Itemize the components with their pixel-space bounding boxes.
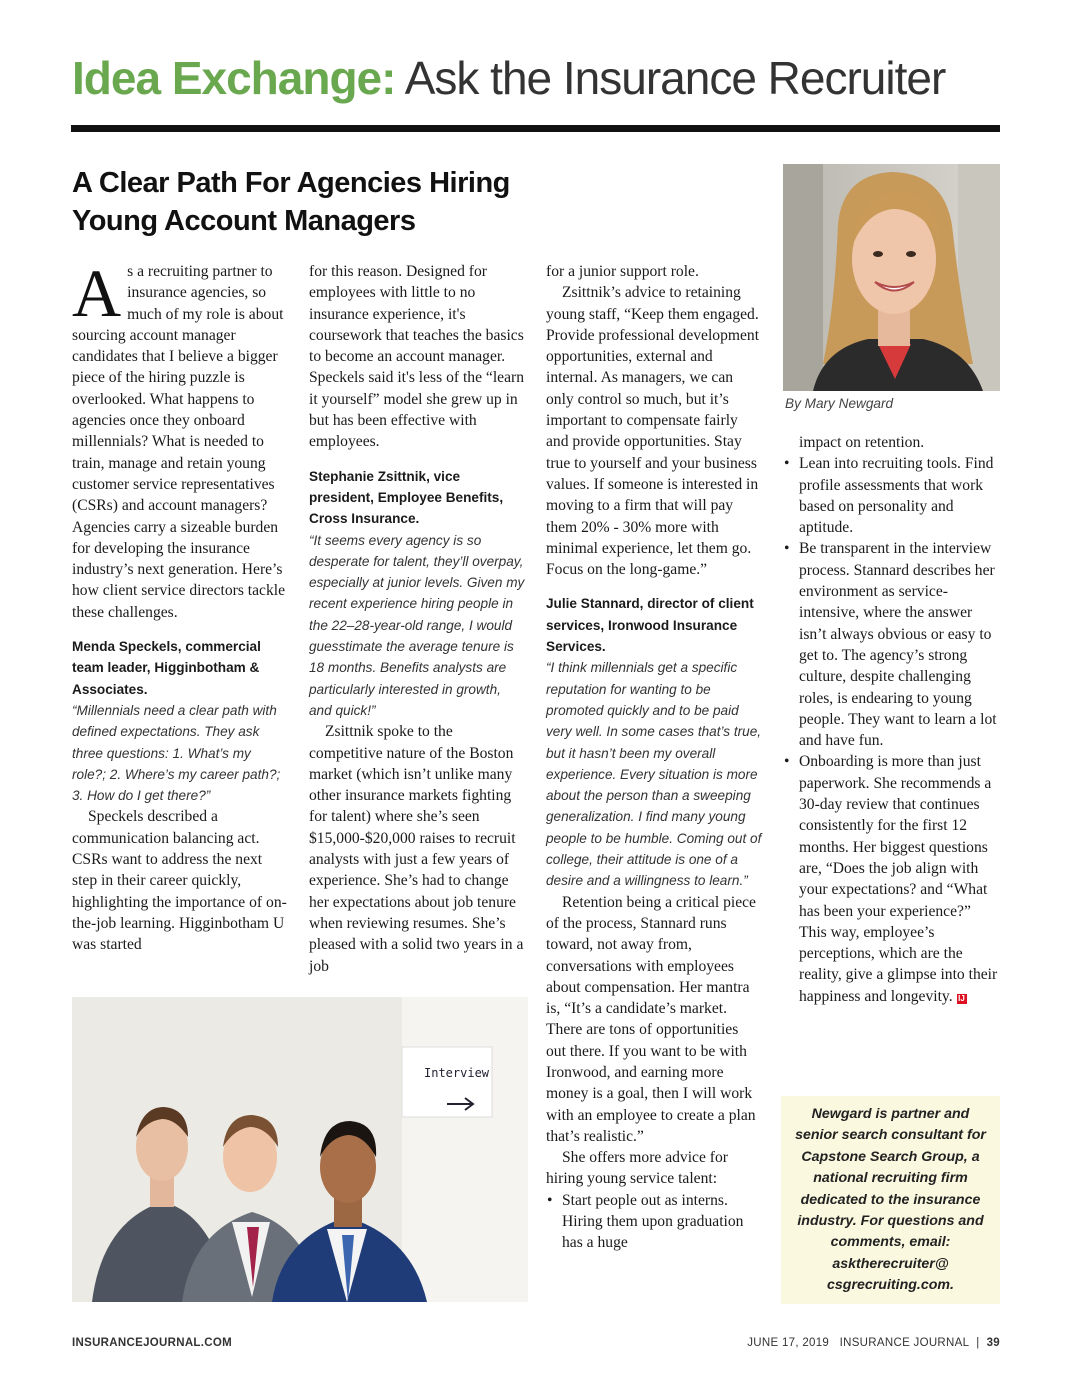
column-4 [783, 432, 1002, 1007]
list-item: • Lean into recruiting tools. Find profile assessments that work based on personality and aptitude. [783, 453, 1002, 538]
article-title: A Clear Path For Agencies Hiring Young Account Managers [72, 167, 510, 237]
interview-photo [72, 997, 528, 1302]
speaker-speckels: Menda Speckels, commercial team leader, Higginbotham & Associates. [72, 639, 261, 697]
header-rule [71, 125, 1000, 132]
list-item: • Start people out as interns. Hiring them upon graduation has a huge [546, 1190, 762, 1254]
list-item-text: Onboarding is more than just paperwork. She recommends a 30-day review that continues consistently for the first 12 months. Her biggest questions are, “Does the job align with your expectations? and “What has been your experience?” This way, employee’s perceptions, which are the reality, give a glimpse into their happiness and longevity. [799, 753, 998, 1005]
header-kicker: Idea Exchange: [72, 52, 396, 104]
end-mark-icon: IJ [958, 993, 965, 1003]
advice-list [546, 1190, 762, 1254]
list-continuation: impact on retention. [799, 434, 925, 451]
page-number: 39 [986, 1337, 1000, 1349]
list-item [783, 751, 1002, 1007]
intro-paragraph: s a recruiting partner to insurance agencies, so much of my role is about sourcing account manager candidates that I believe a bigger piece of the hiring puzzle is overlooked. What happens to agencies once they onboard millennials? What is needed to train, manage and retain young customer service representatives (CSRs) and account managers? Agencies carry a sizeable burden for developing the insurance industry’s next generation. Here’s how client service directors tackle these challenges. [72, 263, 286, 621]
list-item: • Be transparent in the interview process. Stannard describes her environment as service-intensive, where the answer isn’t always obvious or easy to get to. The agency’s strong culture, despite challenging roles, is endearing to young people. They want to learn a lot and have fun. [783, 538, 1002, 751]
section-header [72, 48, 945, 108]
body-paragraph: Zsittnik spoke to the competitive nature of the Boston market (which isn’t unlike many other insurance markets fighting for talent) where she’s seen $15,000-$20,000 raises to recruit analysts with just a few years of experience. She’s had to change her expectations about job tenure when reviewing resumes. She’s pleased with a solid two years in a job [309, 723, 524, 975]
body-paragraph: She offers more advice for hiring young service talent: [546, 1149, 728, 1188]
quote-zsittnik: “It seems every agency is so desperate for talent, they’ll overpay, especially at junior levels. Given my recent experience hiring people in the 22–28-year-old range, I would guesstimate the average tenure is 18 months. Benefits analysts are particularly interested in growth, and quick!” [309, 532, 525, 718]
interview-sign-text: Interview [424, 1066, 490, 1080]
body-paragraph: Zsittnik’s advice to retaining young staff, “Keep them engaged. Provide professional development opportunities, external and internal. As managers, we can only control so much, but it’s important to compensate fairly and provide opportunities. Stay true to yourself and your business values. If someone is interested in moving to a firm that will pay them 20% - 30% more with minimal experience, let them go. Focus on the long-game.” [546, 284, 760, 579]
body-paragraph: for this reason. Designed for employees with little to no insurance experience, it's coursework that teaches the basics to become an account manager. Speckels said it's less of the “learn it yourself” model she grew up in but has been effective with employees. [309, 263, 525, 451]
byline: By Mary Newgard [785, 396, 894, 411]
footer-publication: INSURANCE JOURNAL [839, 1337, 970, 1349]
column-3 [546, 261, 762, 1254]
speaker-zsittnik: Stephanie Zsittnik, vice president, Employee Benefits, Cross Insurance. [309, 468, 504, 527]
drop-cap: A [72, 255, 122, 331]
body-paragraph: Retention being a critical piece of the process, Stannard runs toward, not away from, conversations with employees about compensation. Her mantra is, “It’s a candidate’s market. There are tons of opportunities out there. If you want to be with Ironwood, and earning more money is a goal, then I will work with an employee to create a plan that’s realistic.” [546, 893, 756, 1145]
column-2 [309, 261, 527, 977]
footer-right: JUNE 17, 2019 INSURANCE JOURNAL | 39 [747, 1337, 1000, 1349]
author-photo [783, 164, 1000, 391]
advice-list-cont [783, 453, 1002, 1007]
body-paragraph: for a junior support role. [546, 263, 699, 280]
footer-date: JUNE 17, 2019 [747, 1337, 830, 1349]
quote-speckels: “Millennials need a clear path with defined expectations. They ask three questions: 1. What’s my role?; 2. Where’s my career path?; 3. How do I get there?” [72, 702, 281, 804]
footer-site: INSURANCEJOURNAL.COM [72, 1337, 232, 1349]
author-bio-box: Newgard is partner and senior search consultant for Capstone Search Group, a national recruiting firm dedicated to the insurance industry. For questions and comments, email: asktherecruiter@ csgrecruiting.com. [781, 1096, 1000, 1304]
quote-stannard: “I think millennials get a specific reputation for wanting to be promoted quickly and to be paid very well. In some cases that’s true, but it hasn’t been my overall experience. Every situation is more about the person than a sweeping generalization. I find many young people to be humble. Coming out of college, their attitude is one of a desire and a willingness to learn.” [546, 660, 762, 889]
header-section: Ask the Insurance Recruiter [395, 52, 946, 104]
body-paragraph: Speckels described a communication balancing act. CSRs want to address the next step in their career quickly, highlighting the importance of on-the-job learning. Higginbotham U was started [72, 808, 287, 954]
column-1 [72, 255, 288, 956]
speaker-stannard: Julie Stannard, director of client services, Ironwood Insurance Services. [546, 596, 754, 655]
